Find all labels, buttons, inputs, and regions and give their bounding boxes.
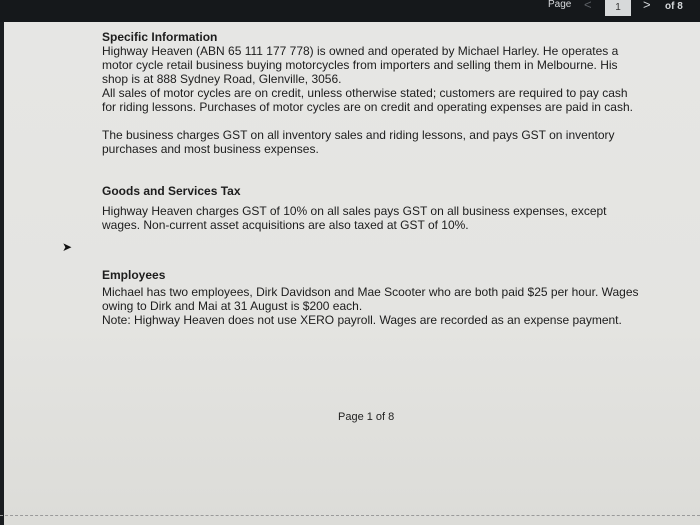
paragraph: The business charges GST on all inventory sales and riding lessons, and pays GST on inventory purchases and most business expenses.: [102, 128, 615, 156]
paragraph: All sales of motor cycles are on credit, unless otherwise stated; customers are required to pay cash for riding lessons. Purchases of motor cycles are on credit and operating expenses are paid in cash.: [102, 86, 633, 114]
paragraph: Note: Highway Heaven does not use XERO payroll. Wages are recorded as an expense payment.: [102, 313, 622, 327]
page-label: Page: [548, 0, 572, 10]
total-pages: of 8: [665, 1, 683, 12]
paragraph: Michael has two employees, Dirk Davidson and Mae Scooter who are both paid $25 per hour. Wages owing to Dirk and Mai at 31 August is $200 each.: [102, 285, 639, 313]
heading-employees: Employees: [102, 268, 166, 282]
paragraph: Highway Heaven (ABN 65 111 177 778) is owned and operated by Michael Harley. He operates a motor cycle retail business buying motorcycles from importers and selling them in Melbourne. His shop is at 888 Sydney Road, Glenville, 3056.: [102, 44, 619, 86]
page-number-input[interactable]: 1: [605, 0, 631, 16]
next-page-button[interactable]: >: [643, 0, 651, 12]
paragraph: Highway Heaven charges GST of 10% on all sales pays GST on all business expenses, except wages. Non-current asset acquisitions are also taxed at GST of 10%.: [102, 204, 607, 232]
heading-gst: Goods and Services Tax: [102, 184, 241, 198]
document-content: [102, 30, 642, 327]
page-divider: [0, 515, 700, 516]
page-footer: Page 1 of 8: [338, 411, 395, 423]
pdf-toolbar: [0, 0, 700, 22]
mouse-cursor-icon: ➤: [62, 240, 73, 254]
previous-page-button[interactable]: <: [584, 0, 592, 12]
heading-specific-information: Specific Information: [102, 30, 218, 44]
